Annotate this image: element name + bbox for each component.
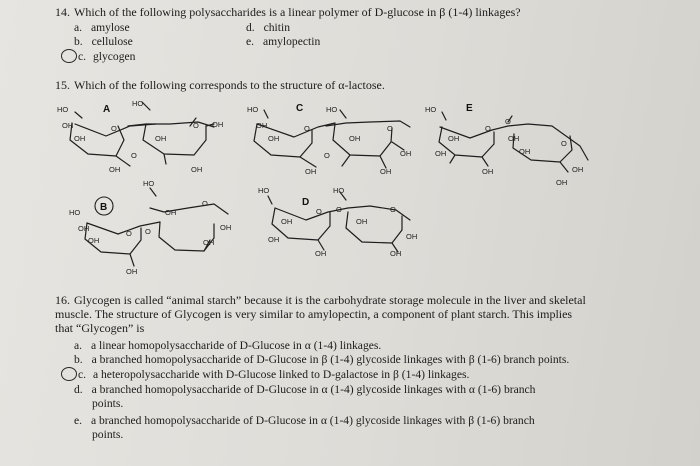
label-ho: HO: [247, 105, 259, 114]
q14-stem: Which of the following polysaccharides is a linear polymer of D-glucose in β (1-4) linkages?: [74, 5, 521, 19]
option-letter: b.: [74, 353, 83, 366]
option-text: chitin: [263, 21, 291, 34]
label-oh: OH: [315, 249, 327, 258]
q16-option-d[interactable]: [74, 383, 535, 396]
label-o: O: [324, 151, 330, 160]
structure-c-ring2-top: [326, 121, 410, 127]
option-text: a branched homopolysaccharide of D-Glucose in α (1-4) glycoside linkages with β (1-6) branch: [90, 414, 535, 427]
label-oh: OH: [380, 167, 392, 176]
option-letter: b.: [74, 35, 83, 48]
label-ho: HO: [143, 179, 155, 188]
label-oh: OH: [88, 236, 100, 245]
label-o: O: [304, 124, 310, 133]
structure-label-b: B: [100, 202, 108, 213]
q16-option-e[interactable]: [74, 414, 535, 427]
q16-stem-line-3: that “Glycogen” is: [55, 321, 145, 335]
label-ho: HO: [258, 186, 270, 195]
q16-option-a[interactable]: [74, 339, 381, 352]
option-text: cellulose: [91, 35, 133, 48]
label-oh: OH: [203, 238, 215, 247]
label-ho: HO: [425, 105, 437, 114]
label-oh: OH: [74, 134, 86, 143]
label-o: O: [561, 139, 567, 148]
label-oh: OH: [349, 134, 361, 143]
label-oh: OH: [390, 249, 402, 258]
option-text: glycogen: [92, 50, 136, 63]
label-oh: OH: [191, 165, 203, 174]
q16-option-d-line-2: points.: [92, 397, 124, 410]
option-text: a branched homopolysaccharide of D-Glucose in β (1-4) glycoside linkages with β (1-6) branch points.: [91, 353, 570, 366]
label-oh: OH: [572, 165, 584, 174]
structure-b-ring2-top: [150, 204, 228, 214]
label-oh: OH: [556, 178, 568, 187]
label-oh: OH: [406, 232, 418, 241]
q16-option-b[interactable]: [74, 353, 569, 366]
label-oh: OH: [268, 235, 280, 244]
q16-stem-line-1: Glycogen is called “animal starch” because it is the carbohydrate storage molecule in the liver and skeletal: [74, 293, 586, 307]
option-letter: a.: [74, 21, 83, 34]
label-oh: OH: [356, 217, 368, 226]
q15-stem: Which of the following corresponds to the structure of α-lactose.: [74, 78, 385, 92]
label-oh: OH: [448, 134, 460, 143]
option-text: amylopectin: [262, 35, 321, 48]
label-oh: OH: [212, 120, 224, 129]
label-o: O: [505, 117, 511, 126]
structure-label-e: E: [466, 103, 473, 114]
option-letter: d.: [246, 21, 255, 34]
q16-number: 16.: [55, 293, 70, 307]
label-oh: OH: [165, 208, 177, 217]
option-text: amylose: [90, 21, 130, 34]
label-oh: OH: [435, 149, 447, 158]
structure-a-ring2-top: [128, 122, 214, 127]
label-ho: HO: [333, 186, 345, 195]
label-oh: OH: [281, 217, 293, 226]
label-oh: OH: [78, 224, 90, 233]
label-oh: OH: [519, 147, 531, 156]
label-o: O: [131, 151, 137, 160]
label-o: O: [390, 205, 396, 214]
q16-stem-line-2: muscle. The structure of Glycogen is very similar to amylopectin, a component of plant starch. This implies: [55, 307, 573, 321]
structure-label-c: C: [296, 103, 304, 114]
label-o: O: [387, 124, 393, 133]
option-letter: c.: [78, 368, 87, 381]
label-oh: OH: [508, 134, 520, 143]
label-o: O: [145, 227, 151, 236]
label-o: O: [316, 207, 322, 216]
structure-d-ring2: [346, 212, 402, 243]
option-text: a linear homopolysaccharide of D-Glucose in α (1-4) linkages.: [90, 339, 382, 352]
option-letter: a.: [74, 339, 83, 352]
option-text: a branched homopolysaccharide of D-Glucose in α (1-4) glycoside linkages with α (1-6) branch: [91, 383, 536, 396]
q14-number: 14.: [55, 5, 70, 19]
answer-circle-mark: [61, 367, 77, 381]
label-ho: HO: [69, 208, 81, 217]
label-oh: OH: [305, 167, 317, 176]
label-o: O: [111, 124, 117, 133]
label-o: O: [336, 205, 342, 214]
label-o: O: [485, 124, 491, 133]
structure-c-ring2: [333, 124, 392, 156]
option-letter: e.: [246, 35, 255, 48]
label-oh: OH: [400, 149, 412, 158]
label-oh: OH: [482, 167, 494, 176]
option-letter: d.: [74, 383, 83, 396]
label-oh: OH: [62, 121, 74, 130]
option-letter: c.: [78, 50, 87, 63]
label-oh: OH: [126, 267, 138, 276]
structure-label-a: A: [103, 104, 111, 115]
label-oh: OH: [268, 134, 280, 143]
q16-option-c[interactable]: [78, 368, 469, 381]
option-text: a heteropolysaccharide with D-Glucose linked to D-galactose in β (1-4) linkages.: [92, 368, 470, 381]
label-ho: HO: [57, 105, 69, 114]
option-letter: e.: [74, 414, 83, 427]
label-o: O: [193, 121, 199, 130]
structure-label-d: D: [302, 197, 310, 208]
q15-number: 15.: [55, 78, 70, 92]
label-oh: OH: [155, 134, 167, 143]
label-ho: HO: [132, 99, 144, 108]
label-oh: OH: [256, 121, 268, 130]
label-o: O: [126, 229, 132, 238]
label-ho: HO: [326, 105, 338, 114]
label-o: O: [202, 199, 208, 208]
label-oh: OH: [220, 223, 232, 232]
label-oh: OH: [109, 165, 121, 174]
q16-option-e-line-2: points.: [92, 428, 124, 441]
